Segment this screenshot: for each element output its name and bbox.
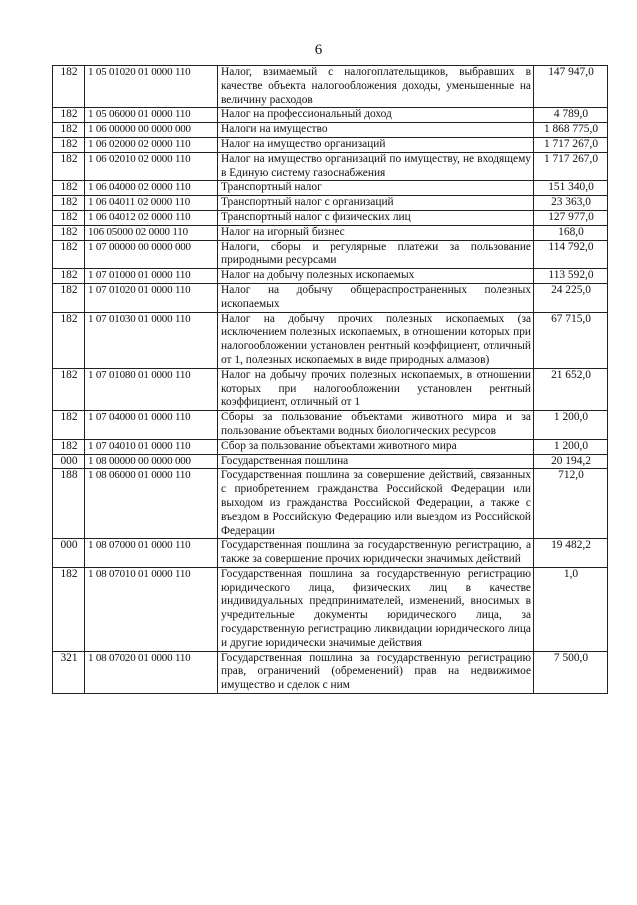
amount-cell: 151 340,0	[534, 181, 608, 196]
table-row	[53, 225, 608, 240]
admin-code-cell: 182	[53, 137, 85, 152]
table-row	[53, 368, 608, 410]
admin-code-cell: 182	[53, 66, 85, 108]
admin-code-cell: 182	[53, 269, 85, 284]
admin-code-cell: 182	[53, 439, 85, 454]
revenue-name-cell: Налог на добычу прочих полезных ископаемых (за исключением полезных ископаемых, в отношении которых при налогообложении установлен рентный коэффициент, отличный от 1, полезных ископаемых в виде природных алмазов)	[218, 312, 534, 368]
amount-cell: 1,0	[534, 567, 608, 651]
revenue-name-cell: Транспортный налог с организаций	[218, 196, 534, 211]
revenue-name-cell: Налог на игорный бизнес	[218, 225, 534, 240]
budget-code-cell: 1 06 02000 02 0000 110	[85, 137, 218, 152]
page-number: 6	[314, 42, 323, 58]
budget-code-cell: 1 08 00000 00 0000 000	[85, 454, 218, 469]
admin-code-cell: 182	[53, 196, 85, 211]
revenue-name-cell: Сбор за пользование объектами животного мира	[218, 439, 534, 454]
amount-cell: 712,0	[534, 469, 608, 539]
revenue-name-cell: Государственная пошлина	[218, 454, 534, 469]
revenue-name-cell: Транспортный налог	[218, 181, 534, 196]
admin-code-cell: 182	[53, 368, 85, 410]
revenue-name-cell: Налог на профессиональный доход	[218, 108, 534, 123]
budget-code-cell: 1 06 04011 02 0000 110	[85, 196, 218, 211]
budget-code-cell: 1 06 04000 02 0000 110	[85, 181, 218, 196]
revenue-name-cell: Налог на имущество организаций по имуществу, не входящему в Единую систему газоснабжения	[218, 152, 534, 181]
admin-code-cell: 182	[53, 210, 85, 225]
revenue-name-cell: Государственная пошлина за государственную регистрацию прав, ограничений (обременений) прав на недвижимое имущество и сделок с ним	[218, 651, 534, 693]
revenue-name-cell: Налог на добычу общераспространенных полезных ископаемых	[218, 283, 534, 312]
amount-cell: 168,0	[534, 225, 608, 240]
revenue-name-cell: Сборы за пользование объектами животного мира и за пользование объектами водных биологических ресурсов	[218, 411, 534, 440]
budget-code-cell: 1 05 01020 01 0000 110	[85, 66, 218, 108]
table-row	[53, 439, 608, 454]
admin-code-cell: 182	[53, 312, 85, 368]
table-row	[53, 411, 608, 440]
budget-code-cell: 1 07 04010 01 0000 110	[85, 439, 218, 454]
admin-code-cell: 182	[53, 283, 85, 312]
admin-code-cell: 182	[53, 225, 85, 240]
revenue-name-cell: Налог на имущество организаций	[218, 137, 534, 152]
budget-code-cell: 1 07 01020 01 0000 110	[85, 283, 218, 312]
budget-code-cell: 1 07 01030 01 0000 110	[85, 312, 218, 368]
budget-code-cell: 1 07 01000 01 0000 110	[85, 269, 218, 284]
admin-code-cell: 182	[53, 240, 85, 269]
admin-code-cell: 182	[53, 123, 85, 138]
table-row	[53, 108, 608, 123]
amount-cell: 1 717 267,0	[534, 152, 608, 181]
revenue-table-body	[53, 66, 608, 694]
budget-code-cell: 1 07 01080 01 0000 110	[85, 368, 218, 410]
admin-code-cell: 321	[53, 651, 85, 693]
budget-code-cell: 1 07 04000 01 0000 110	[85, 411, 218, 440]
amount-cell: 19 482,2	[534, 539, 608, 568]
amount-cell: 1 200,0	[534, 411, 608, 440]
amount-cell: 67 715,0	[534, 312, 608, 368]
amount-cell: 114 792,0	[534, 240, 608, 269]
budget-code-cell: 1 08 07000 01 0000 110	[85, 539, 218, 568]
budget-code-cell: 106 05000 02 0000 110	[85, 225, 218, 240]
amount-cell: 23 363,0	[534, 196, 608, 211]
amount-cell: 113 592,0	[534, 269, 608, 284]
table-row	[53, 651, 608, 693]
amount-cell: 21 652,0	[534, 368, 608, 410]
revenue-name-cell: Государственная пошлина за государственную регистрацию юридического лица, физических лиц в качестве индивидуальных предпринимателей, изменений, вносимых в учредительные документы юридического лица, за государственную регистрацию ликвидации юридического лица и другие юридически значимые действия	[218, 567, 534, 651]
amount-cell: 1 200,0	[534, 439, 608, 454]
budget-code-cell: 1 05 06000 01 0000 110	[85, 108, 218, 123]
admin-code-cell: 000	[53, 454, 85, 469]
table-row	[53, 123, 608, 138]
revenue-name-cell: Налог на добычу прочих полезных ископаемых, в отношении которых при налогообложении установлен рентный коэффициент, отличный от 1	[218, 368, 534, 410]
table-row	[53, 567, 608, 651]
budget-code-cell: 1 08 06000 01 0000 110	[85, 469, 218, 539]
table-row	[53, 454, 608, 469]
table-row	[53, 210, 608, 225]
table-row	[53, 283, 608, 312]
table-row	[53, 312, 608, 368]
admin-code-cell: 188	[53, 469, 85, 539]
revenue-name-cell: Налоги на имущество	[218, 123, 534, 138]
amount-cell: 20 194,2	[534, 454, 608, 469]
revenue-name-cell: Государственная пошлина за государственную регистрацию, а также за совершение прочих юридически значимых действий	[218, 539, 534, 568]
revenue-name-cell: Налог на добычу полезных ископаемых	[218, 269, 534, 284]
admin-code-cell: 182	[53, 152, 85, 181]
budget-code-cell: 1 08 07010 01 0000 110	[85, 567, 218, 651]
budget-code-cell: 1 08 07020 01 0000 110	[85, 651, 218, 693]
budget-code-cell: 1 06 04012 02 0000 110	[85, 210, 218, 225]
table-row	[53, 269, 608, 284]
admin-code-cell: 182	[53, 567, 85, 651]
revenue-name-cell: Налог, взимаемый с налогоплательщиков, выбравших в качестве объекта налогообложения доходы, уменьшенные на величину расходов	[218, 66, 534, 108]
table-row	[53, 152, 608, 181]
table-row	[53, 240, 608, 269]
amount-cell: 127 977,0	[534, 210, 608, 225]
amount-cell: 24 225,0	[534, 283, 608, 312]
revenue-name-cell: Налоги, сборы и регулярные платежи за пользование природными ресурсами	[218, 240, 534, 269]
budget-code-cell: 1 06 00000 00 0000 000	[85, 123, 218, 138]
budget-code-cell: 1 07 00000 00 0000 000	[85, 240, 218, 269]
table-row	[53, 196, 608, 211]
amount-cell: 4 789,0	[534, 108, 608, 123]
table-row	[53, 66, 608, 108]
admin-code-cell: 182	[53, 411, 85, 440]
amount-cell: 1 868 775,0	[534, 123, 608, 138]
admin-code-cell: 000	[53, 539, 85, 568]
amount-cell: 7 500,0	[534, 651, 608, 693]
revenue-table	[52, 65, 608, 694]
admin-code-cell: 182	[53, 181, 85, 196]
revenue-name-cell: Транспортный налог с физических лиц	[218, 210, 534, 225]
admin-code-cell: 182	[53, 108, 85, 123]
table-row	[53, 469, 608, 539]
amount-cell: 147 947,0	[534, 66, 608, 108]
amount-cell: 1 717 267,0	[534, 137, 608, 152]
budget-code-cell: 1 06 02010 02 0000 110	[85, 152, 218, 181]
table-row	[53, 539, 608, 568]
table-row	[53, 137, 608, 152]
revenue-name-cell: Государственная пошлина за совершение действий, связанных с приобретением гражданства Российской Федерации или выходом из гражданства Российской Федерации, а также с въездом в Российскую Федерацию или выездом из Российской Федерации	[218, 469, 534, 539]
table-row	[53, 181, 608, 196]
